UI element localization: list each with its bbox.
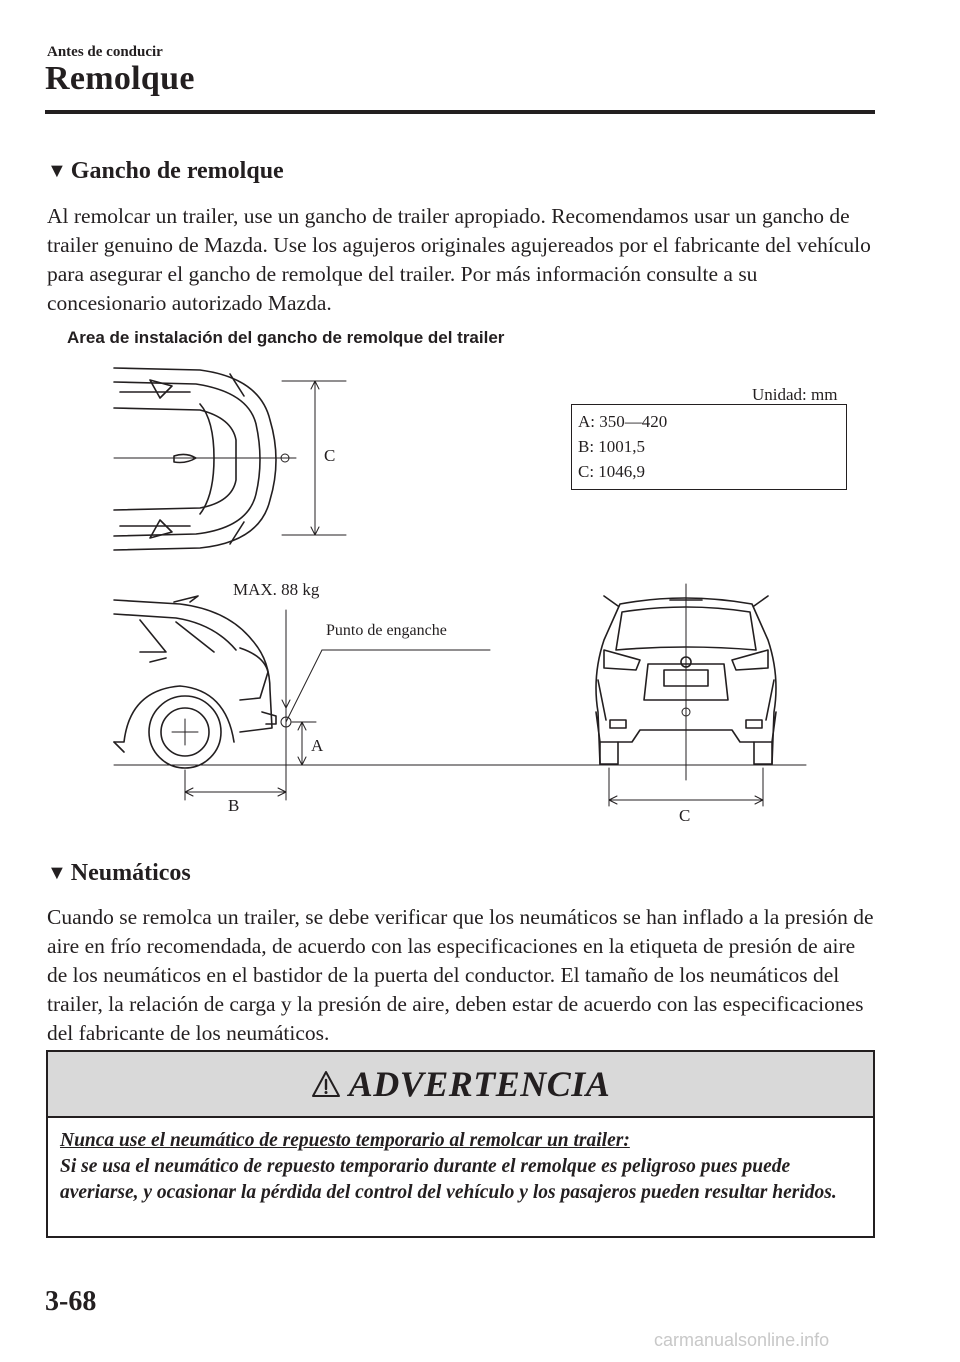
heading-tires [47, 860, 191, 887]
unit-label: Unidad: mm [752, 385, 838, 404]
label-a: A [311, 736, 324, 755]
tires-paragraph: Cuando se remolca un trailer, se debe verificar que los neumáticos se han inflado a la presión de aire en frío recomendada, de acuerdo con las especificaciones en la etiqueta de presión de aire de los neumáticos en el bastidor de la puerta del conductor. El tamaño de los neumáticos del trailer, la relación de carga y la presión de aire, deben estar de acuerdo con las especificaciones del fabricante de los neumáticos. [47, 905, 874, 1045]
side-view-car [114, 596, 276, 768]
spec-a: A: 350—420 [578, 412, 668, 431]
page-number: 3-68 [45, 1286, 97, 1317]
page-title: Remolque [45, 60, 195, 97]
label-c-top: C [324, 446, 336, 465]
label-hitch-point: Punto de enganche [326, 622, 447, 639]
warning-box [46, 1050, 875, 1238]
triangle-bullet-icon: ▼ [47, 862, 67, 884]
warning-header [48, 1052, 873, 1118]
warning-title: ADVERTENCIA [348, 1064, 611, 1104]
label-max-load: MAX. 88 kg [233, 580, 320, 599]
label-b: B [228, 796, 240, 815]
heading-hitch-text: Gancho de remolque [70, 158, 284, 184]
section-label: Antes de conducir [47, 44, 163, 60]
top-view-car [114, 368, 276, 550]
spec-c: C: 1046,9 [578, 462, 646, 481]
warning-lead: Nunca use el neumático de repuesto temporario al remolcar un trailer: [60, 1130, 630, 1151]
figure-caption: Area de instalación del gancho de remolque del trailer [67, 328, 505, 347]
warning-text: Si se usa el neumático de repuesto temporario durante el remolque es peligroso pues puede averiarse, y ocasionar la pérdida del control del vehículo y los pasajeros pueden resultar heridos. [60, 1156, 837, 1203]
hitch-paragraph: Al remolcar un trailer, use un gancho de trailer apropiado. Recomendamos usar un gancho de trailer genuino de Mazda. Use los agujeros originales agujereados por el fabricante del vehículo para asegurar el gancho de remolque del trailer. Por más información consulte a su concesionario autorizado Mazda. [47, 204, 871, 315]
triangle-bullet-icon: ▼ [47, 160, 67, 182]
watermark: carmanualsonline.info [654, 1330, 830, 1350]
warning-body [48, 1118, 873, 1206]
warning-triangle-icon [311, 1070, 341, 1098]
spec-b: B: 1001,5 [578, 437, 646, 456]
label-c-rear: C [679, 806, 691, 825]
spec-box [571, 404, 847, 490]
heading-tires-text: Neumáticos [70, 860, 191, 886]
